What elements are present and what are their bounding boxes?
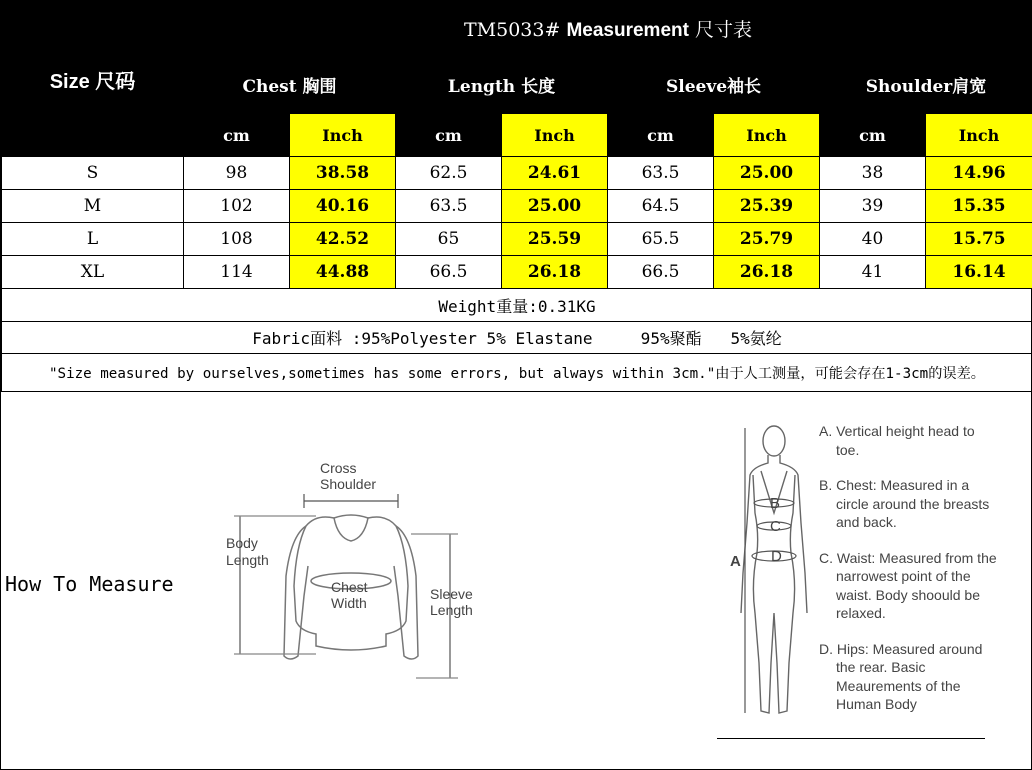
figure-head bbox=[763, 426, 785, 456]
fabric-text: Fabric面料 :95%Polyester 5% Elastane 95%聚酯 5%氨纶 bbox=[2, 322, 1032, 354]
value-cell: 44.88 bbox=[290, 256, 396, 289]
size-header: Size 尺码 bbox=[2, 2, 184, 157]
instruction-item: A. Vertical height head to toe. bbox=[819, 423, 975, 458]
value-cell: 25.79 bbox=[714, 223, 820, 256]
how-to-measure-label: How To Measure bbox=[5, 572, 174, 596]
value-cell: 15.75 bbox=[926, 223, 1032, 256]
weight-text: Weight重量:0.31KG bbox=[2, 289, 1032, 322]
value-cell: 24.61 bbox=[502, 157, 608, 190]
table-title bbox=[184, 2, 1032, 55]
sleeve-header: Sleeve袖长 bbox=[608, 55, 820, 114]
sleeve-length-label-2: Length bbox=[430, 602, 473, 618]
unit-inch-header: Inch bbox=[502, 114, 608, 157]
unit-cm-header: cm bbox=[608, 114, 714, 157]
value-cell: 65.5 bbox=[608, 223, 714, 256]
value-cell: 38 bbox=[820, 157, 926, 190]
letter-d: D bbox=[771, 548, 782, 565]
body-figure-diagram bbox=[723, 413, 813, 733]
sweater-diagram bbox=[216, 456, 486, 691]
chest-width-label-2: Width bbox=[331, 595, 367, 611]
size-cell: S bbox=[2, 157, 184, 190]
value-cell: 41 bbox=[820, 256, 926, 289]
value-cell: 114 bbox=[184, 256, 290, 289]
value-cell: 15.35 bbox=[926, 190, 1032, 223]
value-cell: 63.5 bbox=[396, 190, 502, 223]
value-cell: 16.14 bbox=[926, 256, 1032, 289]
chest-header: Chest 胸围 bbox=[184, 55, 396, 114]
table-row bbox=[2, 157, 1032, 190]
size-cell: M bbox=[2, 190, 184, 223]
shoulder-header: Shoulder肩宽 bbox=[820, 55, 1032, 114]
fabric-row bbox=[2, 322, 1032, 354]
value-cell: 25.00 bbox=[714, 157, 820, 190]
measurement-note: "Size measured by ourselves,sometimes has some errors, but always within 3cm."由于人工测量，可能会存在1-3cm的误差。 bbox=[2, 354, 1032, 392]
unit-inch-header: Inch bbox=[290, 114, 396, 157]
sweater-left-sleeve bbox=[284, 526, 308, 659]
value-cell: 25.59 bbox=[502, 223, 608, 256]
value-cell: 66.5 bbox=[396, 256, 502, 289]
table-row bbox=[2, 223, 1032, 256]
size-cell: XL bbox=[2, 256, 184, 289]
value-cell: 14.96 bbox=[926, 157, 1032, 190]
weight-row bbox=[2, 289, 1032, 322]
value-cell: 63.5 bbox=[608, 157, 714, 190]
letter-b: B bbox=[770, 495, 781, 512]
body-length-label-1: Body bbox=[226, 535, 258, 551]
chest-width-label-1: Chest bbox=[331, 579, 368, 595]
sleeve-length-label-1: Sleeve bbox=[430, 586, 473, 602]
sweater-collar bbox=[334, 515, 368, 541]
value-cell: 66.5 bbox=[608, 256, 714, 289]
value-cell: 26.18 bbox=[714, 256, 820, 289]
measurement-instructions bbox=[819, 422, 999, 731]
length-header: Length 长度 bbox=[396, 55, 608, 114]
sweater-right-sleeve bbox=[394, 526, 418, 659]
size-table bbox=[1, 1, 1032, 392]
table-row bbox=[2, 256, 1032, 289]
title-cn: 尺寸表 bbox=[695, 18, 753, 41]
size-cell: L bbox=[2, 223, 184, 256]
title-main: Measurement bbox=[566, 19, 689, 41]
unit-cm-header: cm bbox=[820, 114, 926, 157]
value-cell: 25.00 bbox=[502, 190, 608, 223]
instructions-divider bbox=[717, 738, 985, 739]
letter-c: C bbox=[770, 518, 781, 535]
cross-shoulder-label-2: Shoulder bbox=[320, 476, 377, 492]
value-cell: 40 bbox=[820, 223, 926, 256]
cross-shoulder-label-1: Cross bbox=[320, 460, 357, 476]
instruction-item: C. Waist: Measured from the narrowest point of the waist. Body shoould be relaxed. bbox=[819, 549, 997, 621]
value-cell: 98 bbox=[184, 157, 290, 190]
note-row bbox=[2, 354, 1032, 392]
unit-inch-header: Inch bbox=[714, 114, 820, 157]
value-cell: 108 bbox=[184, 223, 290, 256]
value-cell: 39 bbox=[820, 190, 926, 223]
table-row bbox=[2, 190, 1032, 223]
value-cell: 62.5 bbox=[396, 157, 502, 190]
title-code: TM5033# bbox=[464, 18, 561, 41]
value-cell: 40.16 bbox=[290, 190, 396, 223]
value-cell: 64.5 bbox=[608, 190, 714, 223]
letter-a: A bbox=[730, 553, 741, 570]
unit-cm-header: cm bbox=[184, 114, 290, 157]
instruction-item: B. Chest: Measured in a circle around the breasts and back. bbox=[819, 477, 990, 530]
value-cell: 102 bbox=[184, 190, 290, 223]
value-cell: 26.18 bbox=[502, 256, 608, 289]
value-cell: 42.52 bbox=[290, 223, 396, 256]
value-cell: 65 bbox=[396, 223, 502, 256]
value-cell: 25.39 bbox=[714, 190, 820, 223]
unit-cm-header: cm bbox=[396, 114, 502, 157]
unit-inch-header: Inch bbox=[926, 114, 1032, 157]
body-length-label-2: Length bbox=[226, 552, 269, 568]
instruction-item: D. Hips: Measured around the rear. Basic Meaurements of the Human Body bbox=[819, 640, 983, 712]
value-cell: 38.58 bbox=[290, 157, 396, 190]
